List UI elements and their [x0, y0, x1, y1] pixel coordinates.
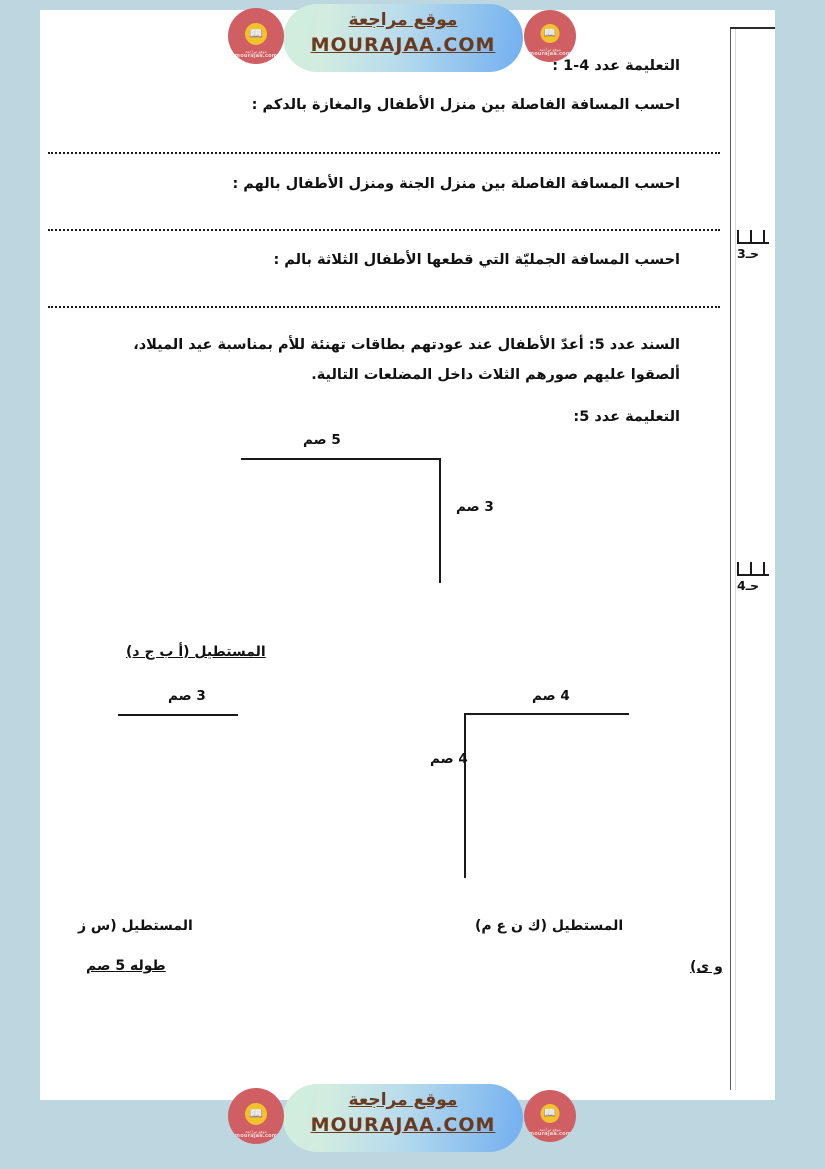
instruction-4-heading: التعليمة عدد 4-1 :: [552, 58, 680, 74]
bottom-watermark-banner: [228, 1082, 573, 1154]
top-watermark-banner: [228, 2, 573, 74]
figure2-caption-line-2: طوله 5 صم: [86, 958, 166, 974]
banner-arabic-top: موقع مراجعة: [348, 10, 458, 30]
logo-caption-bottom-right: [524, 1127, 576, 1137]
answer-line-2: [48, 229, 720, 231]
logo-caption-top-right: [524, 47, 576, 57]
figure3-caption: المستطيل (ك ن ع م): [475, 918, 624, 934]
mourajaa-logo-icon-bottom-right: [524, 1090, 576, 1142]
figure1-right-segment: [439, 458, 441, 583]
banner-text-bottom: [283, 1088, 523, 1138]
page-right-column-rule-shadow: [735, 27, 736, 1090]
page-top-rule: [730, 27, 775, 29]
figure1-top-segment: [241, 458, 441, 460]
logo-caption-bottom-left: [228, 1129, 284, 1139]
banner-text-top: [283, 8, 523, 58]
logo-caption-site: mourajaa.com: [234, 53, 278, 59]
page-right-column-rule: [730, 27, 731, 1090]
mourajaa-logo-icon-top-right: [524, 10, 576, 62]
support-5-text: السند عدد 5: أعدّ الأطفال عند عودتهم بطاقات تهنئة للأم بمناسبة عيد الميلاد، ألصقوا عليهم صورهم الثلاث داخل المضلعات التالية.: [133, 337, 680, 383]
figure3-side-label: 4 صم: [430, 751, 468, 767]
figure2-caption-prefix: المستطيل (س ز: [78, 918, 193, 934]
mourajaa-logo-icon-top-left: [228, 8, 284, 64]
margin-mark-1-label: حـ3: [737, 246, 759, 261]
logo-caption-top-left: [228, 49, 284, 59]
banner-site-bottom: MOURAJAA.COM: [310, 1114, 496, 1136]
instruction-5-heading: التعليمة عدد 5:: [573, 409, 680, 425]
answer-line-3: [48, 306, 720, 308]
mourajaa-logo-icon-bottom-left: [228, 1088, 284, 1144]
worksheet-page: [40, 10, 775, 1100]
banner-site-top: MOURAJAA.COM: [310, 34, 496, 56]
book-icon: 📖: [245, 1103, 267, 1125]
answer-line-1: [48, 152, 720, 154]
figure2-caption-line-1: [78, 918, 193, 934]
figure3-caption-extra: و ى): [690, 959, 723, 975]
logo-caption-arabic: موقع مراجعة: [245, 49, 267, 54]
logo-caption-arabic: موقع مراجعة: [539, 47, 561, 52]
book-icon: 📖: [541, 24, 560, 43]
question-1: احسب المسافة الفاصلة بين منزل الأطفال والمغازة بالدكم :: [251, 97, 680, 113]
banner-arabic-bottom: موقع مراجعة: [348, 1090, 458, 1110]
figure1-side-label: 3 صم: [456, 499, 494, 515]
book-icon: 📖: [245, 23, 267, 45]
question-2: احسب المسافة الفاصلة بين منزل الجنة ومنزل الأطفال بالهم :: [232, 176, 680, 192]
logo-caption-arabic: موقع مراجعة: [245, 1129, 267, 1134]
logo-caption-arabic: موقع مراجعة: [539, 1127, 561, 1132]
question-3: احسب المسافة الجمليّة التي قطعها الأطفال الثلاثة بالم :: [273, 252, 680, 268]
figure1-top-label: 5 صم: [303, 432, 341, 448]
book-icon: 📖: [541, 1104, 560, 1123]
figure3-left-segment: [464, 713, 466, 878]
margin-mark-2-label: حـ4: [737, 578, 759, 593]
figure3-top-segment: [464, 713, 629, 715]
figure1-caption: المستطيل (أ ب ج د): [126, 644, 266, 660]
logo-caption-site: mourajaa.com: [528, 1131, 572, 1137]
logo-caption-site: mourajaa.com: [528, 51, 572, 57]
figure2-top-label: 3 صم: [168, 688, 206, 704]
logo-caption-site: mourajaa.com: [234, 1133, 278, 1139]
figure3-top-label: 4 صم: [532, 688, 570, 704]
figure2-segment: [118, 714, 238, 716]
